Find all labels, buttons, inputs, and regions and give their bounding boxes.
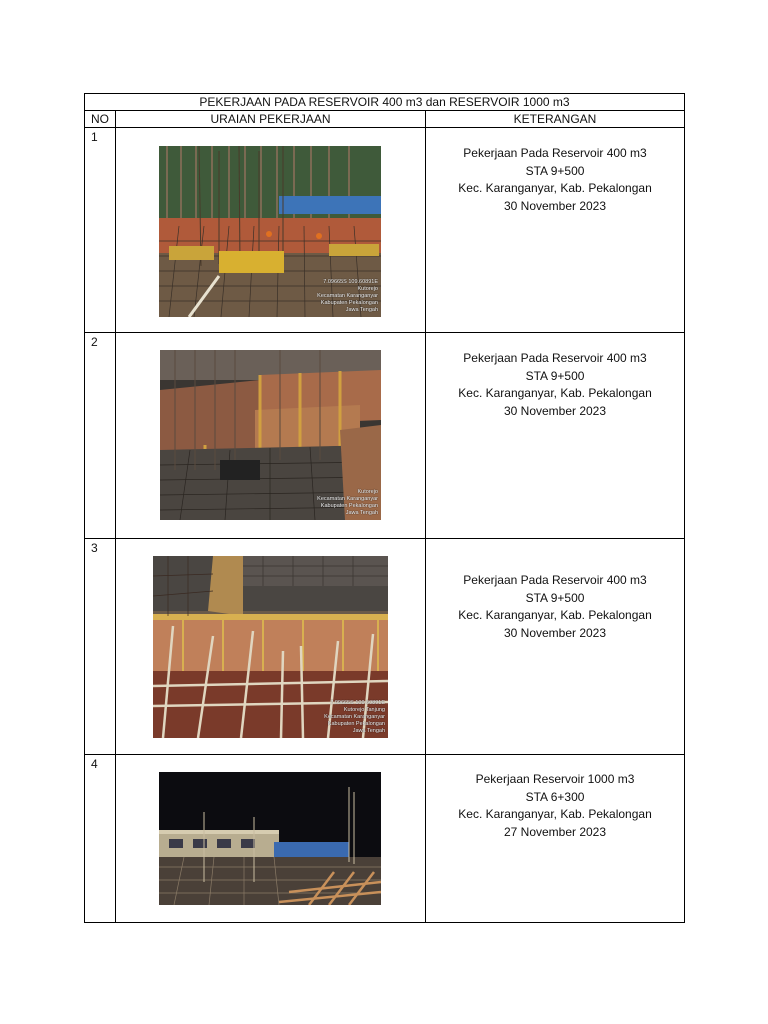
description-line: Pekerjaan Reservoir 1000 m3	[475, 772, 635, 786]
description-line: 27 November 2023	[503, 824, 607, 839]
photo-cell	[116, 755, 426, 923]
row-description	[426, 128, 685, 333]
description-line: STA 9+500	[525, 590, 585, 605]
night-site-photo	[159, 772, 381, 905]
formwork-photo	[160, 350, 381, 520]
formwork-scaffold-photo	[153, 556, 388, 738]
description-line: Pekerjaan Pada Reservoir 400 m3	[463, 146, 647, 160]
description-line: 30 November 2023	[503, 198, 607, 213]
header-no: NO	[85, 111, 116, 128]
description-line: STA 9+500	[525, 368, 585, 383]
row-number: 3	[85, 539, 116, 755]
description-line: Kec. Karanganyar, Kab. Pekalongan	[458, 181, 652, 195]
description-line: Kec. Karanganyar, Kab. Pekalongan	[458, 608, 652, 622]
description-line: Kec. Karanganyar, Kab. Pekalongan	[458, 807, 652, 821]
table-row	[85, 539, 685, 755]
row-number: 2	[85, 333, 116, 539]
description-line: Pekerjaan Pada Reservoir 400 m3	[463, 573, 647, 587]
row-description	[426, 333, 685, 539]
description-line: 30 November 2023	[503, 403, 607, 418]
photo-cell	[116, 333, 426, 539]
row-number: 1	[85, 128, 116, 333]
row-number: 4	[85, 755, 116, 923]
photo-watermark: 7.09665S 109.60891E Kutorejo Tanjung Kecamatan Karanganyar Kabupaten Pekalongan Jawa Tengah	[324, 700, 385, 734]
header-keterangan: KETERANGAN	[426, 111, 685, 128]
table-row	[85, 333, 685, 539]
photo-watermark: 7.09665S 109.60891E Kutorejo Kecamatan Karanganyar Kabupaten Pekalongan Jawa Tengah	[317, 279, 378, 313]
photo-cell	[116, 128, 426, 333]
table-title: PEKERJAAN PADA RESERVOIR 400 m3 dan RESERVOIR 1000 m3	[85, 94, 685, 111]
table-row	[85, 128, 685, 333]
header-uraian: URAIAN PEKERJAAN	[116, 111, 426, 128]
description-line: STA 9+500	[525, 163, 585, 178]
row-description	[426, 755, 685, 923]
construction-site-photo	[159, 146, 381, 317]
photo-watermark: Kutorejo Kecamatan Karanganyar Kabupaten Pekalongan Jawa Tengah	[317, 489, 378, 516]
description-line: STA 6+300	[525, 789, 585, 804]
report-table	[84, 93, 685, 923]
photo-cell	[116, 539, 426, 755]
table-row	[85, 755, 685, 923]
description-line: Kec. Karanganyar, Kab. Pekalongan	[458, 386, 652, 400]
description-line: 30 November 2023	[503, 625, 607, 640]
description-line: Pekerjaan Pada Reservoir 400 m3	[463, 351, 647, 365]
row-description	[426, 539, 685, 755]
